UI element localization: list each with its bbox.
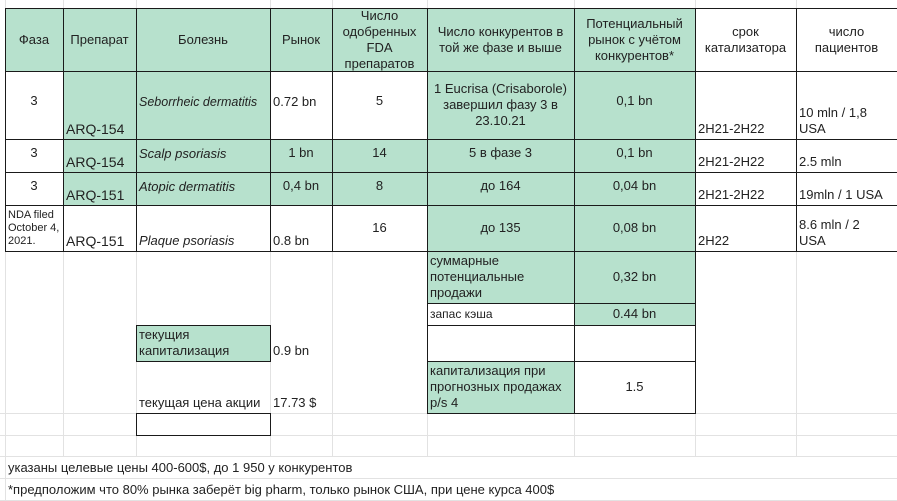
row2-potential: 0,1 bn [616,144,653,160]
share-price-value: 17.73 $ [273,395,317,410]
row4-disease: Plaque psoriasis [139,233,235,248]
row3-fda: 8 [375,177,384,193]
border [136,435,271,436]
row4-fda: 16 [372,220,387,235]
row2-market: 1 bn [288,144,314,160]
row3-phase: 3 [30,177,38,193]
row3-drug: ARQ-151 [66,187,125,203]
row1-market: 0.72 bn [273,94,317,109]
row1-disease: Seborrheic dermatitis [139,95,258,109]
row1-potential: 0,1 bn [616,93,653,108]
row3-competitors: до 164 [480,177,521,193]
capitalization-value: 0.9 bn [273,343,310,358]
header-market: Рынок [281,31,321,47]
share-price-label: текущая цена акции [139,395,261,410]
row4-competitors: до 135 [480,220,521,235]
row4-phase: NDA filed October 4, 2021. [8,209,60,247]
grid-h [0,435,897,436]
header-phase: Фаза [18,31,50,47]
row1-drug: ARQ-154 [66,121,125,137]
row1-patients: 10 mln / 1,8 USA [799,105,867,136]
forecast-cap-value: 1.5 [625,379,644,394]
row3-catalyst: 2H21-2H22 [698,187,765,202]
row3-disease: Atopic dermatitis [139,178,236,194]
row1-catalyst: 2H21-2H22 [698,121,765,136]
note-target-prices: указаны целевые цены 400-600$, до 1 950 у конкурентов [8,460,353,475]
cash-value: 0.44 bn [612,306,657,321]
border [695,251,696,414]
border [136,361,271,362]
border [270,413,271,435]
note-assumption: *предположим что 80% рынка заберёт big pharm, только рынок США, при цене курса 400$ [8,482,555,497]
row2-drug: ARQ-154 [66,154,125,170]
row1-phase: 3 [30,93,38,108]
capitalization-label: текущия капитализация [139,327,230,358]
row2-fda: 14 [372,144,387,160]
empty-cell[interactable] [137,414,270,435]
forecast-cap-label: капитализация при прогнозных продажах p/s 4 [430,363,562,410]
row4-drug: ARQ-151 [66,233,125,249]
row4-patients: 8.6 mln / 2 USA [799,217,860,248]
header-disease: Болезнь [178,31,228,47]
row2-competitors: 5 в фазе 3 [468,144,533,160]
header-competitors: Число конкурентов в той же фазе и выше [437,23,564,55]
row3-market: 0,4 bn [282,177,320,193]
row4-market: 0.8 bn [273,233,310,248]
row1-competitors: 1 Eucrisa (Crisaborole) завершил фазу 3 в 23.10.21 [434,81,567,128]
border [427,413,696,414]
header-catalyst: срок катализатора [704,23,787,55]
row2-disease: Scalp psoriasis [139,145,227,161]
header-drug: Препарат [70,31,129,47]
row3-patients: 19mln / 1 USA [799,187,883,202]
row1-fda: 5 [375,93,384,108]
header-patients: число пациентов [814,23,879,55]
row2-patients: 2.5 mln [799,154,842,169]
header-fda-count: Число одобренных FDA препаратов [342,8,417,71]
total-sales-value: 0,32 bn [612,269,657,284]
header-potential-market: Потенциальный рынок с учётом конкурентов* [586,15,683,63]
row4-potential: 0,08 bn [612,220,657,235]
row4-catalyst: 2H22 [698,233,730,248]
row2-catalyst: 2H21-2H22 [698,154,765,169]
row2-phase: 3 [30,144,38,160]
cash-label: запас кэша [430,307,493,321]
total-sales-label: суммарные потенциальные продажи [430,253,525,300]
row3-potential: 0,04 bn [612,177,657,193]
border [427,325,696,326]
